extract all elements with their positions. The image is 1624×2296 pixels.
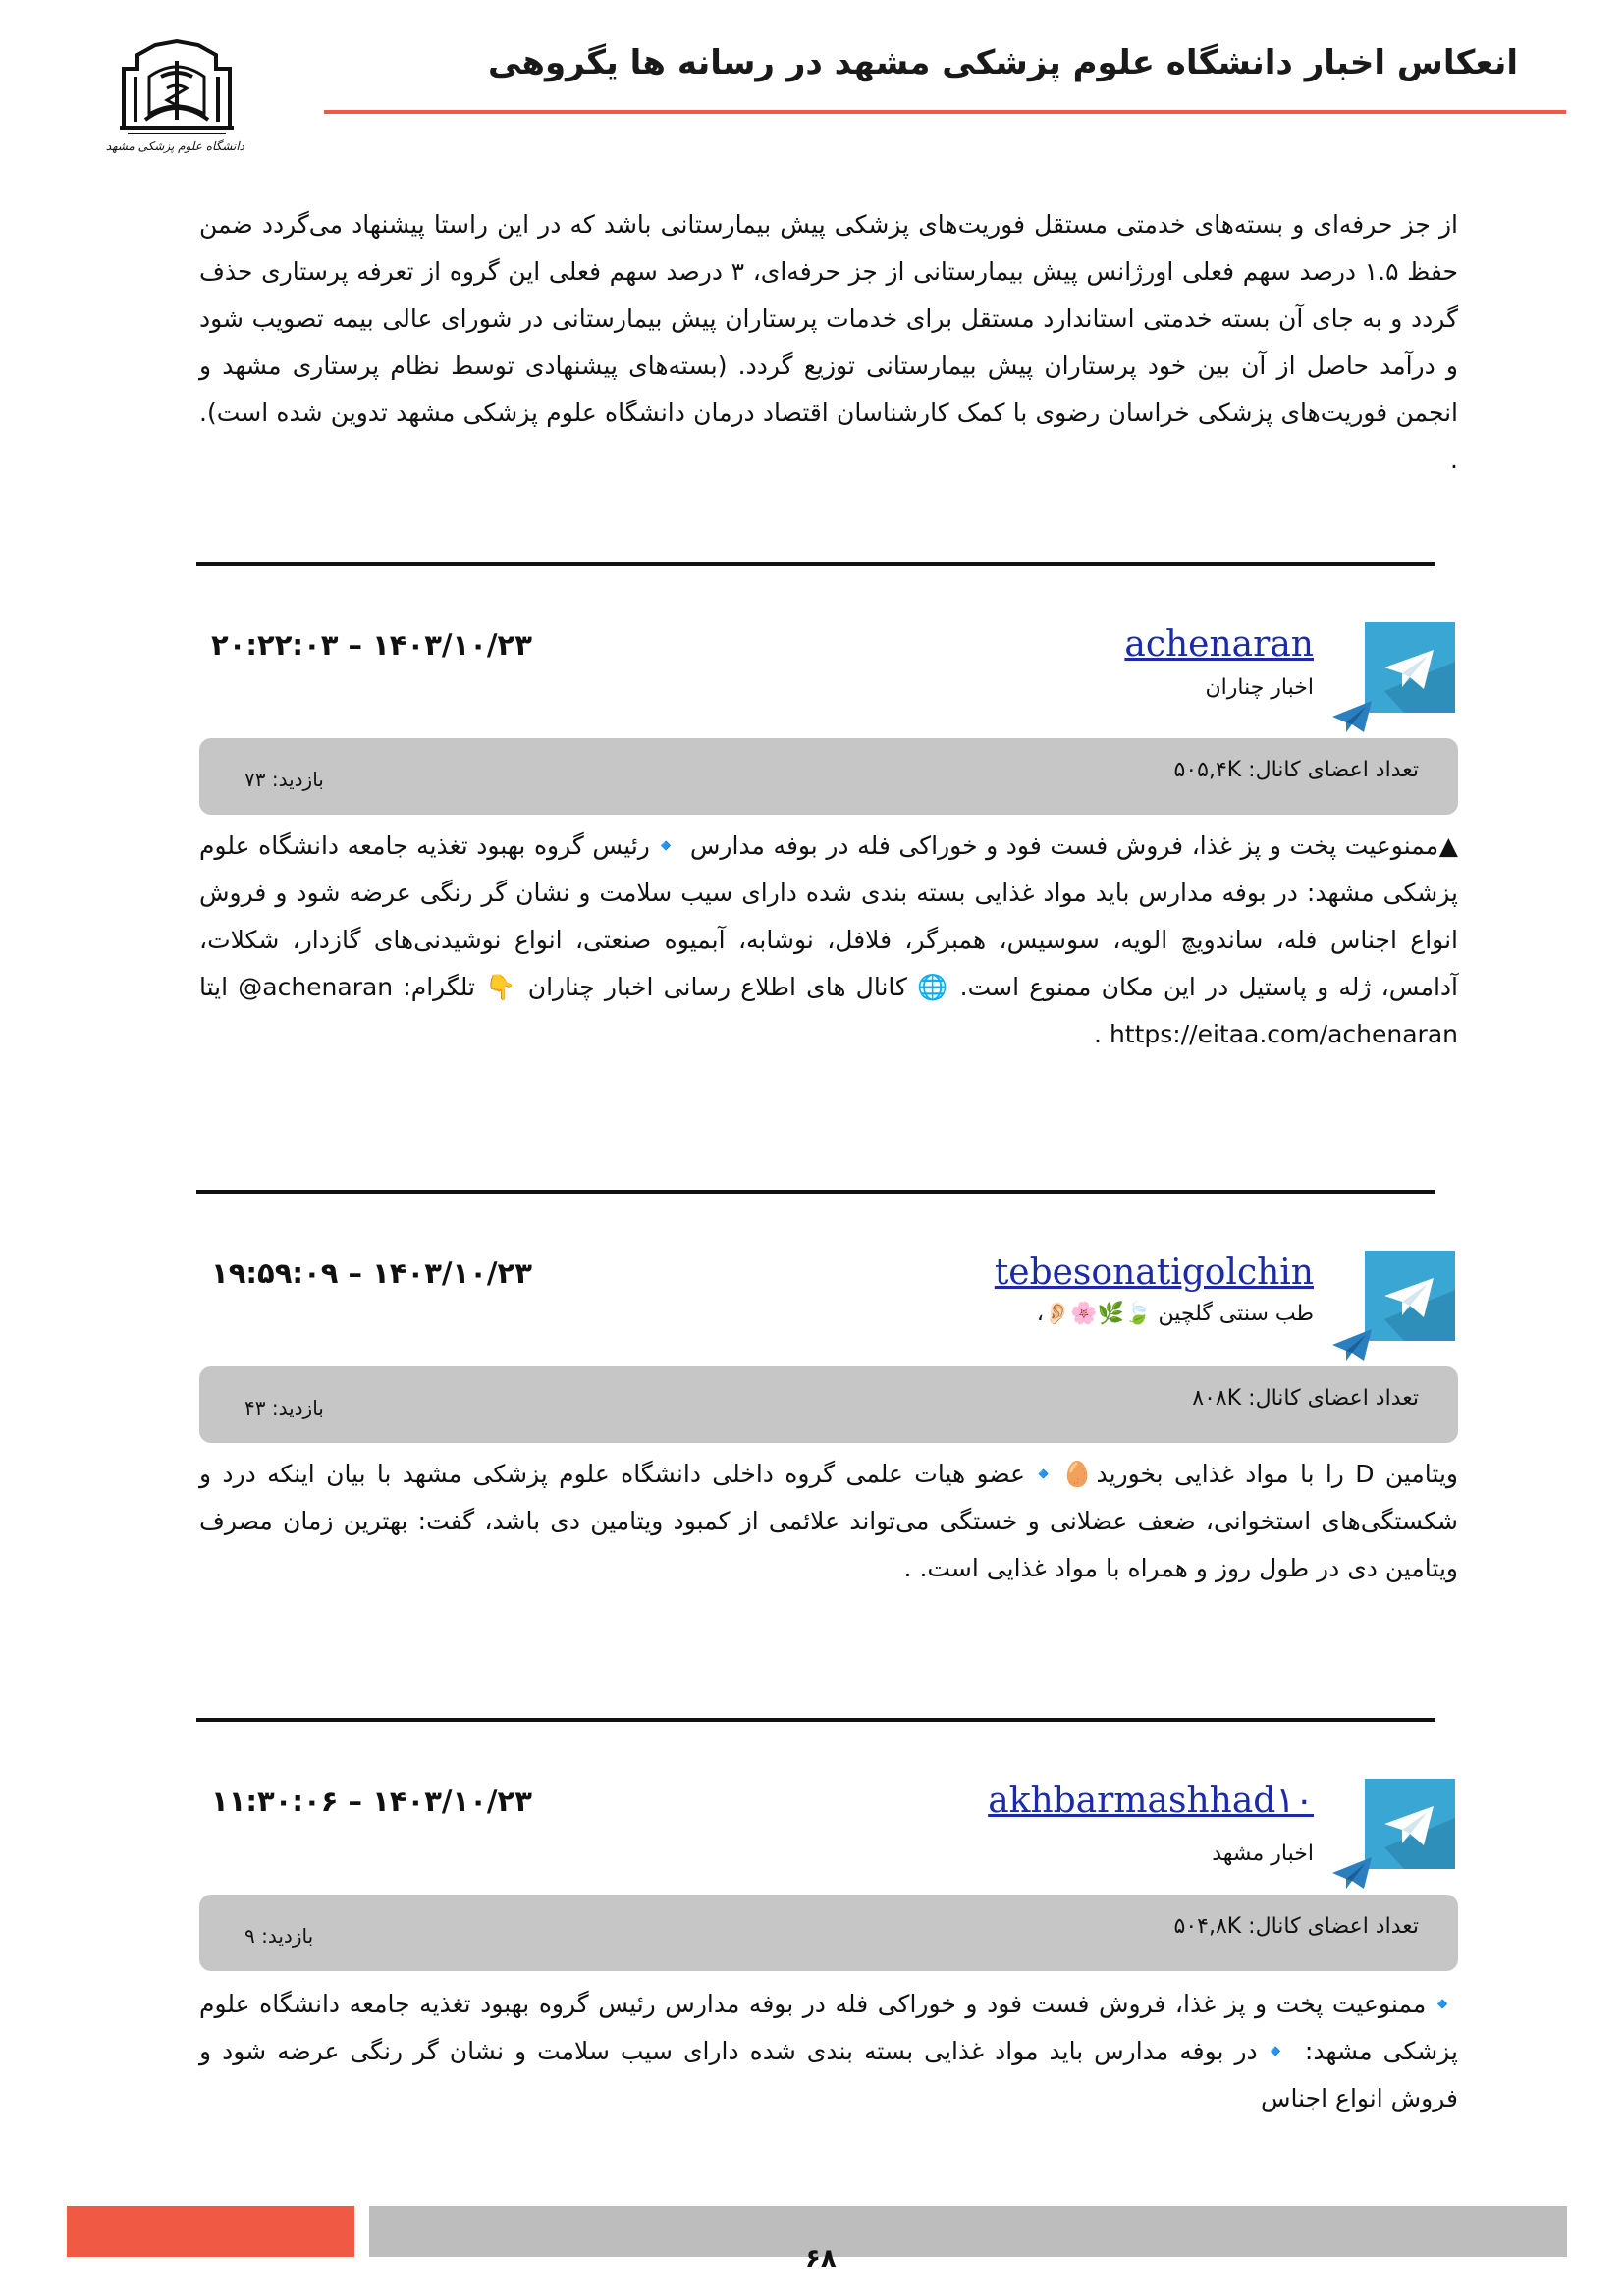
page-number: ۶۸ — [805, 2244, 837, 2273]
members-count: تعداد اعضای کانال: ۸۰۸K — [1192, 1386, 1419, 1411]
post-datetime: ۱۴۰۳/۱۰/۲۳ – ۱۹:۵۹:۰۹ — [211, 1256, 532, 1290]
telegram-icon — [1365, 1779, 1455, 1869]
header-rule — [324, 110, 1566, 114]
post-datetime: ۱۴۰۳/۱۰/۲۳ – ۱۱:۳۰:۰۶ — [211, 1785, 532, 1818]
post-stats-bar — [199, 738, 1458, 815]
channel-link[interactable]: akhbarmashhad۱۰ — [988, 1781, 1314, 1821]
post-text: ویتامین D را با مواد غذایی بخورید🥚🔹عضو هیات علمی گروه داخلی دانشگاه علوم پزشکی مشهد با بیان اینکه درد و شکستگی‌های استخوانی، ضعف عضلانی و خستگی می‌تواند علائمی از کمبود ویتامین دی باشد، گفت: بهترین زمان مصرف ویتامین دی در طول روز و همراه با مواد غذایی است. . — [199, 1460, 1458, 1582]
page-title: انعکاس اخبار دانشگاه علوم پزشکی مشهد در رسانه ها یگروهی — [488, 43, 1518, 82]
post-datetime: ۱۴۰۳/۱۰/۲۳ – ۲۰:۲۲:۰۳ — [211, 628, 532, 662]
channel-name: طب سنتی گلچین 🍃🌿🌸👂🏻، — [1036, 1302, 1314, 1326]
post-text: ▲ممنوعیت پخت و پز غذا، فروش فست فود و خوراکی فله در بوفه مدارس 🔹رئیس گروه بهبود تغذیه جامعه دانشگاه علوم پزشکی مشهد: در بوفه مدارس باید مواد غذایی بسته بندی شده دارای سیب سلامت و نشان گر رنگی عرضه شود و فروش انواع اجناس فله، ساندویچ الویه، سوسیس، همبرگر، فلافل، نوشابه، آبمیوه صنعتی، انواع نوشیدنی‌های گازدار، شکلات، آدامس، ژله و پاستیل در این مکان ممنوع است. 🌐 کانال های اطلاع رسانی اخبار چناران 👇 تلگرام: achenaran@ ایتا https://eitaa.com/achenaran . — [199, 831, 1458, 1048]
post-separator — [196, 1718, 1435, 1722]
telegram-icon — [1365, 622, 1455, 713]
channel-name: اخبار مشهد — [1212, 1842, 1314, 1866]
channel-name: اخبار چناران — [1205, 675, 1314, 700]
footer-accent-bar — [67, 2206, 354, 2257]
logo-caption: دانشگاه علوم پزشکی مشهد — [105, 139, 244, 153]
members-count: تعداد اعضای کانال: ۵۰۵,۴K — [1173, 758, 1419, 782]
post-text: 🔹ممنوعیت پخت و پز غذا، فروش فست فود و خوراکی فله در بوفه مدارس رئیس گروه بهبود تغذیه جامعه دانشگاه علوم پزشکی مشهد: 🔹در بوفه مدارس باید مواد غذایی بسته بندی شده دارای سیب سلامت و نشان گر رنگی عرضه شود و فروش انواع اجناس — [199, 1990, 1458, 2112]
channel-link[interactable]: tebesonatigolchin — [994, 1253, 1314, 1293]
university-logo — [105, 37, 244, 167]
views-count: بازدید: ۹ — [244, 1924, 314, 1948]
views-count: بازدید: ۷۳ — [244, 768, 324, 791]
telegram-small-icon — [1330, 697, 1374, 736]
members-count: تعداد اعضای کانال: ۵۰۴,۸K — [1173, 1914, 1419, 1939]
post-stats-bar — [199, 1895, 1458, 1971]
intro-paragraph: از جز حرفه‌ای و بسته‌های خدمتی مستقل فوریت‌های پزشکی پیش بیمارستانی باشد که در این راستا پیشنهاد می‌گردد ضمن حفظ ۱.۵ درصد سهم فعلی اورژانس پیش بیمارستانی از جز حرفه‌ای، ۳ درصد سهم فعلی این گروه از تعرفه پرستاری حذف گردد و به جای آن بسته خدمتی استاندارد مستقل برای خدمات پرستاران پیش بیمارستانی در شورای عالی بیمه تصویب شود و درآمد حاصل از آن بین خود پرستاران پیش بیمارستانی توزیع گردد. (بسته‌های پیشنهادی توسط نظام پرستاری مشهد و انجمن فوریت‌های پزشکی خراسان رضوی با کمک کارشناسان اقتصاد درمان دانشگاه علوم پزشکی مشهد تدوین شده است). . — [199, 210, 1458, 474]
post-separator — [196, 562, 1435, 566]
views-count: بازدید: ۴۳ — [244, 1396, 324, 1419]
telegram-small-icon — [1330, 1325, 1374, 1364]
post-stats-bar — [199, 1366, 1458, 1443]
post-separator — [196, 1190, 1435, 1194]
telegram-small-icon — [1330, 1853, 1374, 1893]
telegram-icon — [1365, 1251, 1455, 1341]
footer-grey-bar — [369, 2206, 1567, 2257]
channel-link[interactable]: achenaran — [1124, 624, 1314, 665]
